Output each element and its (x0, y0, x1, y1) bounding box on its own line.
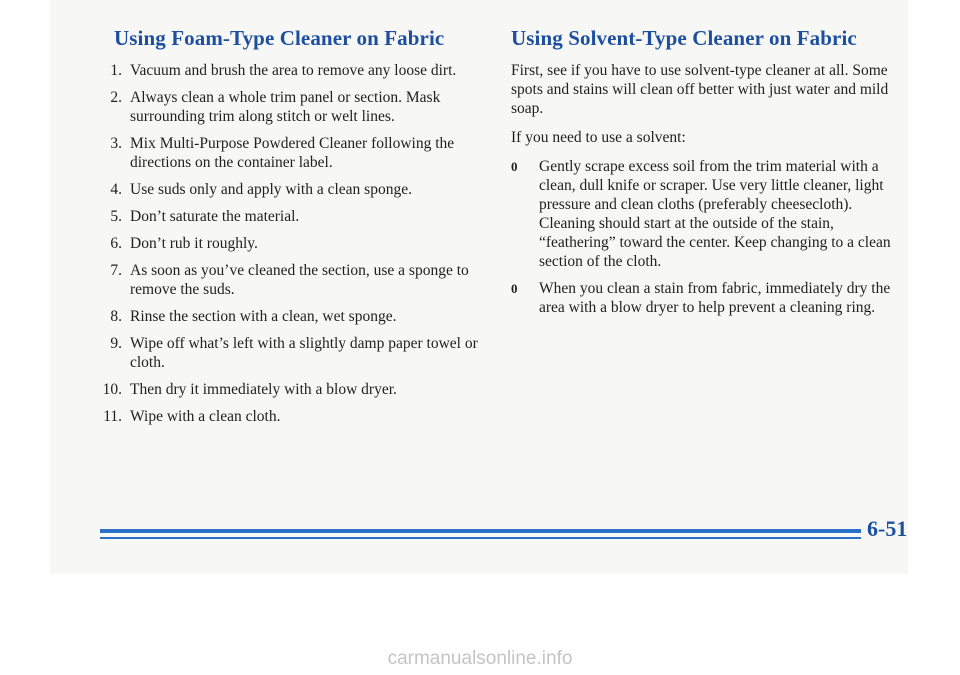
step-text: Use suds only and apply with a clean sponge. (130, 181, 412, 198)
footer-rule-thin (100, 537, 861, 539)
bullet-text: When you clean a stain from fabric, immediately dry the area with a blow dryer to help prevent a cleaning ring. (539, 280, 891, 316)
footer-rule-thick (100, 529, 861, 533)
bullet-marker: 0 (511, 281, 518, 296)
list-item (110, 334, 490, 372)
step-number: 4. (110, 181, 122, 198)
solvent-cleaner-bullets (511, 157, 893, 317)
step-number: 1. (110, 62, 122, 79)
manual-page (50, 0, 908, 574)
list-item (511, 157, 893, 271)
step-text: Don’t saturate the material. (130, 208, 300, 225)
foam-cleaner-heading: Using Foam-Type Cleaner on Fabric (114, 26, 445, 50)
list-item (102, 380, 490, 399)
step-number: 2. (110, 89, 122, 106)
solvent-cleaner-heading: Using Solvent-Type Cleaner on Fabric (511, 26, 857, 50)
step-text: Then dry it immediately with a blow dryer. (130, 381, 397, 398)
step-text: Vacuum and brush the area to remove any loose dirt. (130, 62, 457, 79)
right-column (511, 26, 893, 325)
list-item (110, 207, 490, 226)
bullet-marker: 0 (511, 159, 518, 174)
list-item (110, 234, 490, 253)
step-number: 7. (110, 262, 122, 279)
list-item (110, 180, 490, 199)
list-item (110, 261, 490, 299)
foam-cleaner-steps (102, 61, 490, 426)
watermark: carmanualsonline.info (387, 648, 573, 669)
step-number: 9. (110, 335, 122, 352)
list-item (110, 88, 490, 126)
list-item (110, 134, 490, 172)
step-text: Mix Multi-Purpose Powdered Cleaner following the directions on the container label. (130, 135, 455, 171)
list-item (511, 279, 893, 317)
list-item (110, 61, 490, 80)
intro-paragraph: First, see if you have to use solvent-type cleaner at all. Some spots and stains will clean off better with just water and mild soap. (511, 62, 889, 117)
step-text: As soon as you’ve cleaned the section, use a sponge to remove the suds. (130, 262, 469, 298)
step-text: Rinse the section with a clean, wet sponge. (130, 308, 397, 325)
step-text: Wipe off what’s left with a slightly damp paper towel or cloth. (130, 335, 478, 371)
list-item (110, 307, 490, 326)
bullet-text: Gently scrape excess soil from the trim material with a clean, dull knife or scraper. Use very little cleaner, light pressure and clean cloths (preferably cheesecloth). Cleaning should start at the outside of the stain, “feathering” toward the center. Keep changing to a clean section of the cloth. (539, 158, 891, 270)
step-text: Always clean a whole trim panel or section. Mask surrounding trim along stitch or welt lines. (130, 89, 441, 125)
left-column (102, 26, 490, 434)
list-item (103, 407, 490, 426)
step-number: 10. (102, 381, 122, 398)
step-text: Wipe with a clean cloth. (130, 408, 281, 425)
step-number: 8. (110, 308, 122, 325)
step-number: 6. (110, 235, 122, 252)
lead-paragraph: If you need to use a solvent: (511, 129, 686, 146)
step-number: 11. (103, 408, 122, 425)
step-number: 3. (110, 135, 122, 152)
step-text: Don’t rub it roughly. (130, 235, 258, 252)
page-number: 6-51 (867, 516, 908, 541)
step-number: 5. (110, 208, 122, 225)
